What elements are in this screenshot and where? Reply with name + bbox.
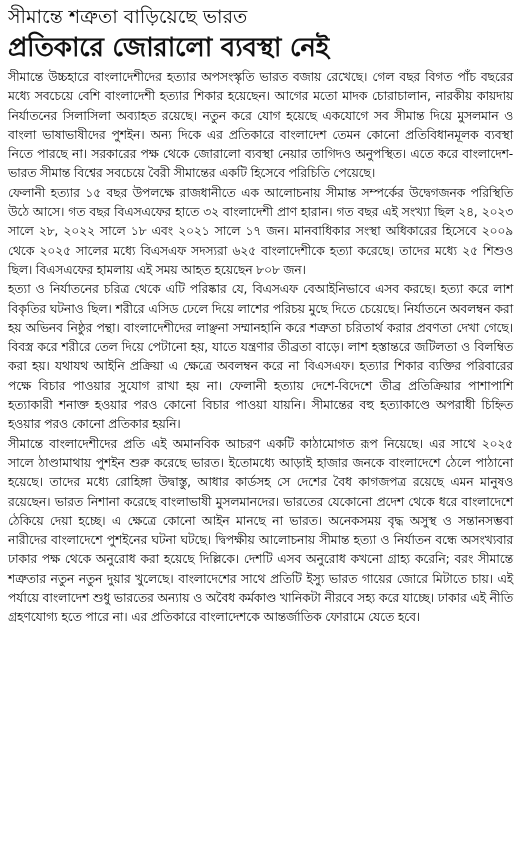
article-paragraph: সীমান্তে উচ্চহারে বাংলাদেশীদের হত্যার অপসংস্কৃতি ভারত বজায় রেখেছে। গেল বছর বিগত পাঁচ বছরের মধ্যে সবচেয়ে বেশি বাংলাদেশী হত্যার শিকার হয়েছেন। আগের মতো মাদক চোরাচালান, নারকীয় কায়দায় নির্যাতনের সিলাসিলা অব্যাহত রয়েছে। নতুন করে যোগ হয়েছে একযোগে সব সীমান্ত দিয়ে মুসলমান ও বাংলা ভাষাভাষীদের পুশইন। অন্য দিকে এর প্রতিকারে বাংলাদেশ তেমন কোনো প্রতিবিধানমূলক ব্যবস্থা নিতে পারছে না। সরকারের পক্ষ থেকে জোরালো ব্যবস্থা নেয়ার তাগিদও অনুপস্থিত। এতে করে বাংলাদেশ-ভারত সীমান্ত বিশ্বের সবচেয়ে বৈরী সীমান্তের একটি হিসেবে পরিচিতি পেয়েছে। (8, 70, 513, 181)
article-paragraph: ফেলানী হত্যার ১৫ বছর উপলক্ষে রাজধানীতে এক আলোচনায় সীমান্ত সম্পর্কের উদ্বেগজনক পরিস্থিতি উঠে আসে। গত বছর বিএসএফের হাতে ৩২ বাংলাদেশী প্রাণ হারান। গত বছর এই সংখ্যা ছিল ২৪, ২০২৩ সালে ২৮, ২০২২ সালে ১৮ এবং ২০২১ সালে ১৭ জন। মানবাধিকার সংস্থা অধিকারের হিসেবে ২০০৯ থেকে ২০২৫ সালের মধ্যে বিএসএফ সদস্যরা ৬২৫ বাংলাদেশীকে হত্যা করেছে। তাদের মধ্যে ২৫ শিশুও ছিল। বিএসএফের হামলায় এই সময় আহত হয়েছেন ৮০৮ জন। (8, 185, 513, 277)
article-headline: প্রতিকারে জোরালো ব্যবস্থা নেই (8, 33, 329, 63)
article-kicker: সীমান্তে শত্রুতা বাড়িয়েছে ভারত (8, 6, 248, 28)
article-paragraph: সীমান্তে বাংলাদেশীদের প্রতি এই অমানবিক আচরণ একটি কাঠামোগত রূপ নিয়েছে। এর সাথে ২০২৫ সালে ঠাণ্ডামাথায় পুশইন শুরু করেছে ভারত। ইতোমধ্যে আড়াই হাজার জনকে বাংলাদেশে ঠেলে পাঠানো হয়েছে। তাদের মধ্যে রোহিঙ্গা উদ্বাস্তু, আধার কার্ডসহ সে দেশের বৈধ কাগজপত্র রয়েছে এমন মানুষও রয়েছেন। ভারত নিশানা করেছে বাংলাভাষী মুসলমানদের। ভারতের যেকোনো প্রদেশ থেকে ধরে বাংলাদেশে ঠেকিয়ে দেয়া হচ্ছে। এ ক্ষেত্রে কোনো আইন মানছে না ভারত। অনেকসময় বৃদ্ধ অসুস্থ ও সন্তানসম্ভবা নারীদের বাংলাদেশে পুশইনের ঘটনা ঘটছে। দ্বিপক্ষীয় আলোচনায় সীমান্ত হত্যা ও নির্যাতন বন্ধে অসংখ্যবার ঢাকার পক্ষ থেকে অনুরোধ করা হয়েছে দিল্লিকে। দেশটি এসব অনুরোধ কখনো গ্রাহ্য করেনি; বরং সীমান্তে শত্রুতার নতুন নতুন দুয়ার খুলেছে। বাংলাদেশের সাথে প্রতিটি ইস্যু ভারত গায়ের জোরে মিটাতে চায়। এই পর্যায়ে বাংলাদেশ শুধু ভারতের অন্যায় ও অবৈধ কর্মকাণ্ড খানিকটা নীরবে সহ্য করে যাচ্ছে। ঢাকার এই নীতি গ্রহণযোগ্য হতে পারে না। এর প্রতিকারে বাংলাদেশকে আন্তর্জাতিক ফোরামে যেতে হবে। (8, 436, 513, 625)
article-paragraph: হত্যা ও নির্যাতনের চরিত্র থেকে এটি পরিষ্কার যে, বিএসএফ বেআইনিভাবে এসব করছে। হত্যা করে লাশ বিকৃতির ঘটনাও ছিল। শরীরে এসিড ঢেলে দিয়ে লাশের পরিচয় মুছে দিতে চেয়েছে। নির্যাতনে অবলম্বন করা হয় অভিনব নিষ্ঠুর পন্থা। বাংলাদেশীদের লাঞ্ছনা সম্মানহানি করে শত্রুতা চরিতার্থ করার প্রবণতা দেখা গেছে। বিবস্ত্র করে শরীরে তেল দিয়ে পেটানো হয়, যাতে যন্ত্রণার তীব্রতা বাড়ে। লাশ হস্তান্তরে জটিলতা ও বিলম্বিত করা হয়। যথাযথ আইনি প্রক্রিয়া এ ক্ষেত্রে অবলম্বন করে না বিএসএফ। হত্যার শিকার ব্যক্তির পরিবারের পক্ষে বিচার পাওয়ার সুযোগ রাখা হয় না। ফেলানী হত্যায় দেশে-বিদেশে তীব্র প্রতিক্রিয়ার পাশাপাশি হত্যাকারী শনাক্ত হওয়ার পরও কোনো বিচার পাওয়া যায়নি। সীমান্তের বহু হত্যাকাণ্ডে অপরাধী চিহ্নিত হওয়ার পরও কোনো প্রতিকার হয়নি। (8, 282, 513, 432)
article-body (8, 68, 513, 628)
